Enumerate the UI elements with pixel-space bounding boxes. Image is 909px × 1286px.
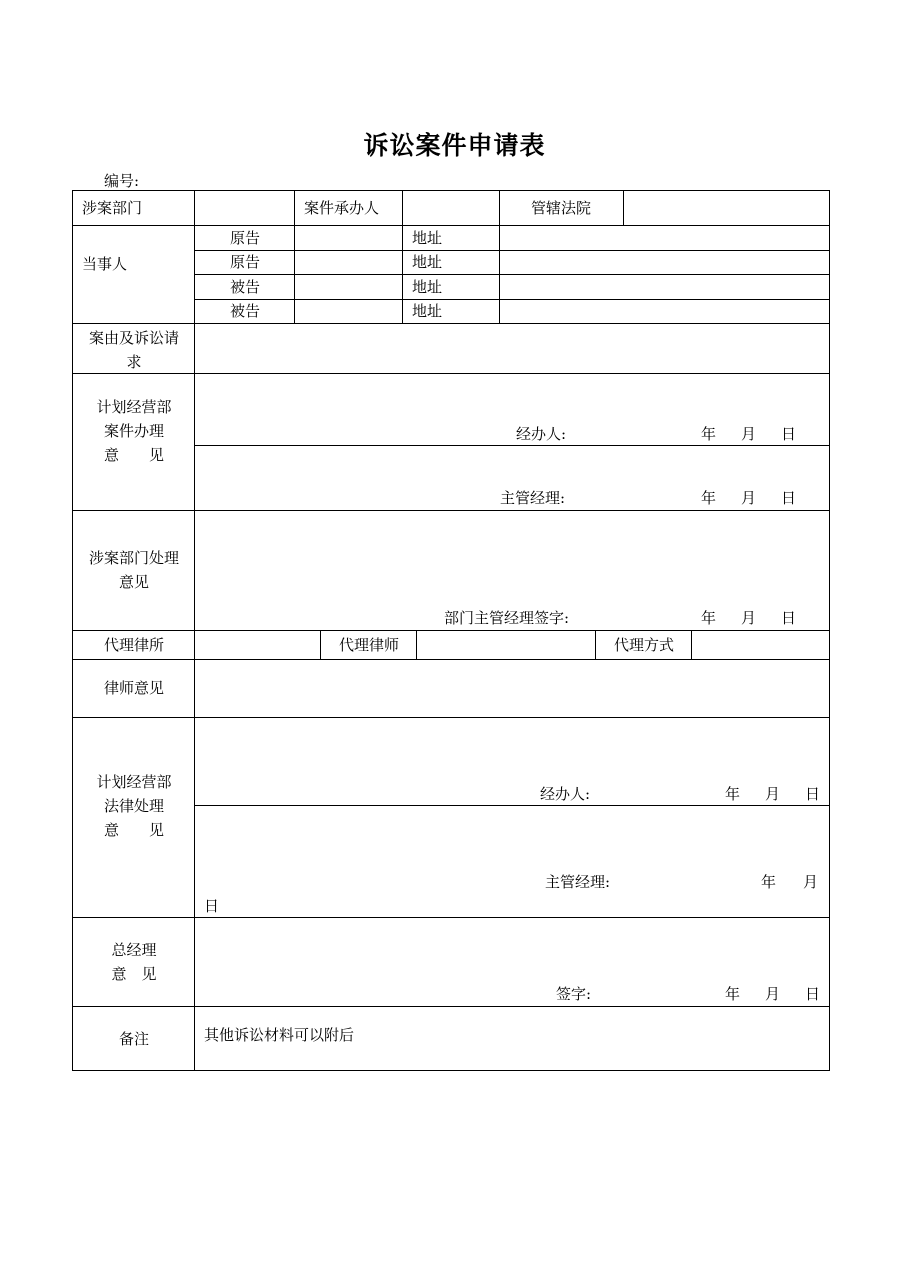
- date-year: 年: [701, 489, 717, 507]
- date-day: 日: [204, 897, 220, 915]
- rule-line: [72, 630, 830, 631]
- handler-label: 案件承办人: [304, 199, 380, 217]
- rule-line: [195, 445, 830, 446]
- dept-label: 涉案部门: [82, 199, 143, 217]
- legal-label: 计划经营部 法律处理 意 见: [96, 773, 172, 839]
- rule-line: [195, 805, 830, 806]
- rule-line: [195, 250, 830, 251]
- planning-label: 计划经营部 案件办理 意 见: [96, 398, 172, 464]
- legal-manager-label: 主管经理:: [545, 873, 611, 891]
- date-day: 日: [805, 985, 821, 1003]
- rule-line: [402, 225, 403, 323]
- rule-line: [72, 1070, 830, 1071]
- party-address-label: 地址: [412, 302, 443, 320]
- rule-line: [72, 510, 830, 511]
- planning-manager-label: 主管经理:: [500, 489, 566, 507]
- party-role: 原告: [229, 253, 260, 271]
- dept-sign-label: 部门主管经理签字:: [444, 609, 570, 627]
- parties-label: 当事人: [82, 255, 128, 273]
- gm-sign-label: 签字:: [556, 985, 592, 1003]
- date-month: 月: [803, 873, 819, 891]
- rule-line: [72, 917, 830, 918]
- party-address-label: 地址: [412, 278, 443, 296]
- date-year: 年: [701, 609, 717, 627]
- party-address-label: 地址: [412, 229, 443, 247]
- gm-label: 总经理 意 见: [111, 941, 157, 983]
- rule-line: [72, 225, 830, 226]
- party-address-label: 地址: [412, 253, 443, 271]
- planning-handler-label: 经办人:: [516, 425, 567, 443]
- cause-label: 案由及诉讼请 求: [88, 329, 179, 371]
- party-role: 被告: [229, 302, 260, 320]
- rule-line: [623, 190, 624, 225]
- dept-opinion-label: 涉案部门处理 意见: [88, 549, 179, 591]
- rule-line: [402, 190, 403, 225]
- date-year: 年: [761, 873, 777, 891]
- rule-line: [72, 717, 830, 718]
- rule-line: [294, 190, 295, 225]
- date-year: 年: [725, 785, 741, 803]
- date-day: 日: [781, 609, 797, 627]
- lawyer-label: 代理律师: [338, 636, 399, 654]
- form-number-label: 编号:: [104, 172, 140, 190]
- date-year: 年: [725, 985, 741, 1003]
- form-title: 诉讼案件申请表: [363, 131, 546, 160]
- remarks-label: 备注: [118, 1030, 149, 1048]
- court-label: 管辖法院: [530, 199, 591, 217]
- rule-line: [72, 1006, 830, 1007]
- date-month: 月: [765, 985, 781, 1003]
- date-day: 日: [781, 425, 797, 443]
- rule-line: [195, 299, 830, 300]
- rule-line: [72, 659, 830, 660]
- date-month: 月: [741, 609, 757, 627]
- remarks-content: 其他诉讼材料可以附后: [204, 1026, 355, 1044]
- legal-handler-label: 经办人:: [540, 785, 591, 803]
- party-role: 被告: [229, 278, 260, 296]
- date-month: 月: [741, 489, 757, 507]
- rule-line: [829, 190, 830, 1071]
- date-month: 月: [741, 425, 757, 443]
- lawyer-opinion-label: 律师意见: [103, 679, 164, 697]
- rule-line: [72, 190, 830, 191]
- rule-line: [195, 274, 830, 275]
- rule-line: [72, 323, 830, 324]
- party-role: 原告: [229, 229, 260, 247]
- date-day: 日: [781, 489, 797, 507]
- agency-method-label: 代理方式: [613, 636, 674, 654]
- date-day: 日: [805, 785, 821, 803]
- rule-line: [499, 225, 500, 323]
- law-firm-label: 代理律所: [103, 636, 164, 654]
- date-year: 年: [701, 425, 717, 443]
- date-month: 月: [765, 785, 781, 803]
